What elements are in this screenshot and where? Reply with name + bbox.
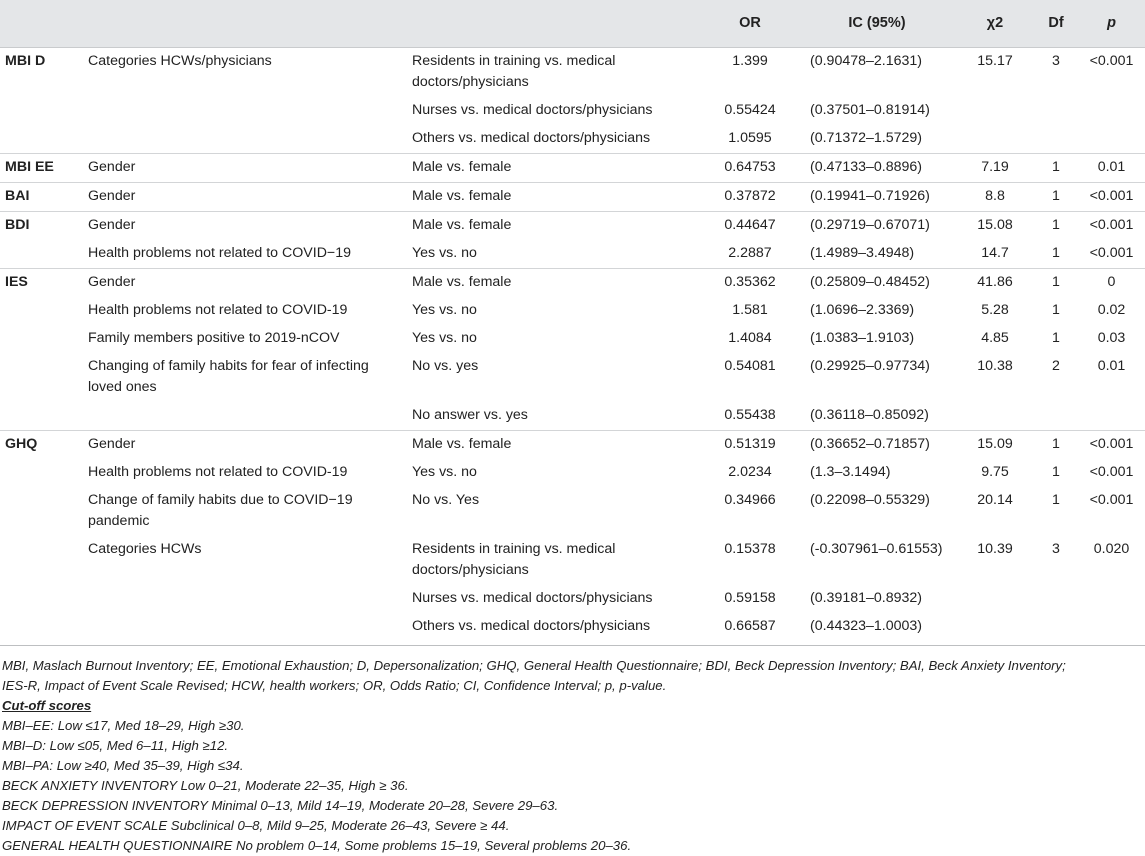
variable-cell: Changing of family habits for fear of infecting loved ones: [88, 357, 369, 395]
or-cell: 0.64753: [702, 153, 798, 182]
df-cell: [1034, 125, 1078, 154]
chi2-cell: [956, 402, 1034, 431]
chi2-cell: 15.08: [956, 211, 1034, 240]
comparison-cell: Residents in training vs. medical doctors/physicians: [412, 540, 616, 578]
table-row: [0, 402, 1145, 431]
chi2-cell: 15.17: [977, 52, 1013, 69]
header-variable: [82, 0, 409, 47]
variable-cell: Health problems not related to COVID-19: [88, 463, 348, 480]
or-cell: 1.0595: [728, 129, 772, 146]
or-cell: 0.15378: [724, 540, 776, 557]
measure-cell: [0, 487, 82, 536]
table-row: [0, 353, 1145, 402]
measure-cell: [0, 613, 82, 646]
comparison-cell: Male vs. female: [409, 182, 702, 211]
p-value-cell: <0.001: [1089, 491, 1134, 508]
ic-cell: (0.44323–1.0003): [798, 613, 956, 646]
comparison-cell: Yes vs. no: [412, 463, 477, 480]
header-comparison: [409, 0, 702, 47]
variable-cell: [82, 402, 409, 431]
variable-cell: Gender: [82, 430, 409, 459]
table-row: [0, 97, 1145, 125]
df-cell: 1: [1052, 463, 1060, 480]
chi2-cell: 10.38: [977, 357, 1013, 374]
or-cell: 0.34966: [724, 491, 776, 508]
ic-cell: (0.19941–0.71926): [798, 182, 956, 211]
chi2-cell: 4.85: [981, 329, 1009, 346]
comparison-cell: Others vs. medical doctors/physicians: [412, 129, 651, 146]
chi2-cell: [956, 613, 1034, 646]
cutoff-item: BECK DEPRESSION INVENTORY Minimal 0–13, Mild 14–19, Moderate 20–28, Severe 29–63.: [2, 797, 559, 813]
or-cell: 0.55424: [724, 101, 776, 118]
chi2-cell: [956, 585, 1034, 613]
chi2-cell: 5.28: [981, 301, 1009, 318]
df-cell: 1: [1052, 301, 1060, 318]
table-row: [0, 459, 1145, 487]
ic-cell: (1.0383–1.9103): [810, 329, 915, 346]
variable-cell: Gender: [82, 182, 409, 211]
variable-cell: Gender: [82, 211, 409, 240]
or-cell: 2.2887: [728, 244, 772, 261]
df-cell: 1: [1052, 244, 1060, 261]
variable-cell: Categories HCWs: [88, 540, 202, 557]
p-value-cell: <0.001: [1078, 211, 1145, 240]
df-cell: 1: [1034, 211, 1078, 240]
df-cell: [1034, 97, 1078, 125]
p-value-cell: [1078, 125, 1145, 154]
table-row: [0, 268, 1145, 297]
p-value-cell: [1078, 402, 1145, 431]
ic-cell: (0.25809–0.48452): [798, 268, 956, 297]
ic-cell: (-0.307961–0.61553): [810, 540, 943, 557]
table-row: [0, 487, 1145, 536]
measure-cell: [0, 297, 82, 325]
measure-cell: MBI D: [5, 52, 46, 69]
variable-cell: [82, 585, 409, 613]
table-row: [0, 125, 1145, 154]
df-cell: 1: [1034, 182, 1078, 211]
p-value-cell: [1078, 613, 1145, 646]
cutoff-title: Cut-off scores: [2, 697, 92, 713]
p-value-cell: <0.001: [1078, 430, 1145, 459]
df-cell: 1: [1034, 268, 1078, 297]
table-row: [0, 153, 1145, 182]
or-cell: 0.66587: [702, 613, 798, 646]
ic-cell: (0.29925–0.97734): [810, 357, 930, 374]
comparison-cell: Male vs. female: [409, 268, 702, 297]
cutoff-item: GENERAL HEALTH QUESTIONNAIRE No problem 0–14, Some problems 15–19, Several problems 20–36.: [2, 837, 632, 853]
table-row: [0, 536, 1145, 585]
header-p: p: [1078, 0, 1145, 47]
chi2-cell: [956, 125, 1034, 154]
df-cell: [1034, 613, 1078, 646]
comparison-cell: No vs. yes: [412, 357, 479, 374]
p-value-cell: <0.001: [1078, 182, 1145, 211]
df-cell: [1034, 585, 1078, 613]
measure-cell: [0, 240, 82, 269]
ic-cell: (0.29719–0.67071): [798, 211, 956, 240]
df-cell: 1: [1052, 491, 1060, 508]
comparison-cell: Yes vs. no: [412, 301, 477, 318]
p-value-cell: <0.001: [1089, 463, 1134, 480]
ic-cell: (1.0696–2.3369): [810, 301, 915, 318]
p-value-cell: 0.01: [1097, 357, 1126, 374]
comparison-cell: Male vs. female: [409, 211, 702, 240]
ic-cell: (0.22098–0.55329): [810, 491, 930, 508]
measure-cell: [0, 459, 82, 487]
p-value-cell: 0.02: [1097, 301, 1126, 318]
p-value-cell: 0.03: [1097, 329, 1126, 346]
measure-cell: BDI: [0, 211, 82, 240]
or-cell: 1.399: [732, 52, 768, 69]
p-value-cell: [1078, 97, 1145, 125]
measure-cell: [0, 97, 82, 125]
ic-cell: (0.39181–0.8932): [810, 589, 923, 606]
or-cell: 0.55438: [724, 406, 776, 423]
or-cell: 0.44647: [702, 211, 798, 240]
measure-cell: [0, 353, 82, 402]
variable-cell: Categories HCWs/physicians: [88, 52, 272, 69]
comparison-cell: No vs. Yes: [412, 491, 480, 508]
variable-cell: Gender: [82, 268, 409, 297]
or-cell: 0.37872: [702, 182, 798, 211]
ic-cell: (0.71372–1.5729): [810, 129, 923, 146]
comparison-cell: Others vs. medical doctors/physicians: [409, 613, 702, 646]
variable-cell: Family members positive to 2019-nCOV: [88, 329, 340, 346]
ic-cell: (0.37501–0.81914): [810, 101, 930, 118]
chi2-cell: 9.75: [981, 463, 1009, 480]
table-row: [0, 182, 1145, 211]
measure-cell: GHQ: [0, 430, 82, 459]
measure-cell: [0, 536, 82, 585]
df-cell: 1: [1052, 329, 1060, 346]
ic-cell: (0.36652–0.71857): [798, 430, 956, 459]
measure-cell: [0, 402, 82, 431]
chi2-cell: 8.8: [956, 182, 1034, 211]
df-cell: [1034, 402, 1078, 431]
abbreviations-line-1: MBI, Maslach Burnout Inventory; EE, Emotional Exhaustion; D, Depersonalization; GHQ, General Health Questionnaire; BDI, Beck Depression Inventory; BAI, Beck Anxiety Inventory;: [2, 657, 1066, 673]
header-ic: IC (95%): [798, 0, 956, 47]
header-df: Df: [1034, 0, 1078, 47]
chi2-cell: 20.14: [977, 491, 1013, 508]
ic-cell: (0.90478–2.1631): [810, 52, 923, 69]
or-cell: 1.4084: [728, 329, 772, 346]
comparison-cell: Nurses vs. medical doctors/physicians: [412, 589, 653, 606]
measure-cell: IES: [0, 268, 82, 297]
comparison-cell: Male vs. female: [409, 430, 702, 459]
comparison-cell: Nurses vs. medical doctors/physicians: [412, 101, 653, 118]
variable-cell: [82, 613, 409, 646]
p-value-cell: 0: [1078, 268, 1145, 297]
p-value-cell: <0.001: [1089, 244, 1134, 261]
chi2-cell: 15.09: [956, 430, 1034, 459]
ic-cell: (1.4989–3.4948): [810, 244, 915, 261]
df-cell: 1: [1034, 430, 1078, 459]
variable-cell: Gender: [82, 153, 409, 182]
p-value-cell: <0.001: [1089, 52, 1134, 69]
or-cell: 0.51319: [702, 430, 798, 459]
table-body: [0, 47, 1145, 645]
table-row: [0, 325, 1145, 353]
comparison-cell: Yes vs. no: [412, 244, 477, 261]
df-cell: 3: [1052, 540, 1060, 557]
p-value-cell: [1078, 585, 1145, 613]
ic-cell: (1.3–3.1494): [810, 463, 891, 480]
abbreviations-line-2: IES-R, Impact of Event Scale Revised; HCW, health workers; OR, Odds Ratio; CI, Confidence Interval; p, p-value.: [2, 677, 667, 693]
or-cell: 0.59158: [724, 589, 776, 606]
table-row: [0, 211, 1145, 240]
measure-cell: BAI: [0, 182, 82, 211]
cutoff-item: MBI–EE: Low ≤17, Med 18–29, High ≥30.: [2, 717, 245, 733]
p-value-cell: 0.020: [1093, 540, 1130, 557]
table-row: [0, 297, 1145, 325]
cutoff-item: IMPACT OF EVENT SCALE Subclinical 0–8, Mild 9–25, Moderate 26–43, Severe ≥ 44.: [2, 817, 510, 833]
cutoff-item: MBI–PA: Low ≥40, Med 35–39, High ≤34.: [2, 757, 244, 773]
table-row: [0, 430, 1145, 459]
ic-cell: (0.47133–0.8896): [798, 153, 956, 182]
df-cell: 1: [1034, 153, 1078, 182]
chi2-cell: [956, 97, 1034, 125]
df-cell: 2: [1052, 357, 1060, 374]
table-row: [0, 585, 1145, 613]
header-chi2: χ2: [956, 0, 1034, 47]
or-cell: 2.0234: [728, 463, 772, 480]
chi2-cell: 7.19: [956, 153, 1034, 182]
or-cell: 1.581: [732, 301, 768, 318]
ic-cell: (0.36118–0.85092): [810, 406, 929, 423]
chi2-cell: 41.86: [956, 268, 1034, 297]
table-row: [0, 613, 1145, 646]
measure-cell: MBI EE: [0, 153, 82, 182]
measure-cell: [0, 325, 82, 353]
measure-cell: [0, 125, 82, 154]
comparison-cell: Residents in training vs. medical doctors/physicians: [412, 52, 616, 90]
table-notes: [0, 646, 1145, 856]
table-header: [0, 0, 1145, 47]
variable-cell: [82, 125, 409, 154]
table-row: [0, 240, 1145, 269]
or-cell: 0.35362: [702, 268, 798, 297]
variable-cell: Change of family habits due to COVID−19 pandemic: [88, 491, 353, 529]
variable-cell: [82, 97, 409, 125]
chi2-cell: 14.7: [981, 244, 1009, 261]
p-value-cell: 0.01: [1078, 153, 1145, 182]
measure-cell: [0, 585, 82, 613]
cutoff-item: BECK ANXIETY INVENTORY Low 0–21, Moderate 22–35, High ≥ 36.: [2, 777, 409, 793]
comparison-cell: Male vs. female: [409, 153, 702, 182]
variable-cell: Health problems not related to COVID−19: [88, 244, 352, 261]
chi2-cell: 10.39: [977, 540, 1013, 557]
header-or: OR: [702, 0, 798, 47]
header-measure: [0, 0, 82, 47]
table-row: [0, 47, 1145, 97]
or-cell: 0.54081: [724, 357, 776, 374]
comparison-cell: No answer vs. yes: [412, 406, 528, 423]
variable-cell: Health problems not related to COVID-19: [88, 301, 348, 318]
cutoff-item: MBI–D: Low ≤05, Med 6–11, High ≥12.: [2, 737, 229, 753]
comparison-cell: Yes vs. no: [412, 329, 477, 346]
df-cell: 3: [1052, 52, 1060, 69]
